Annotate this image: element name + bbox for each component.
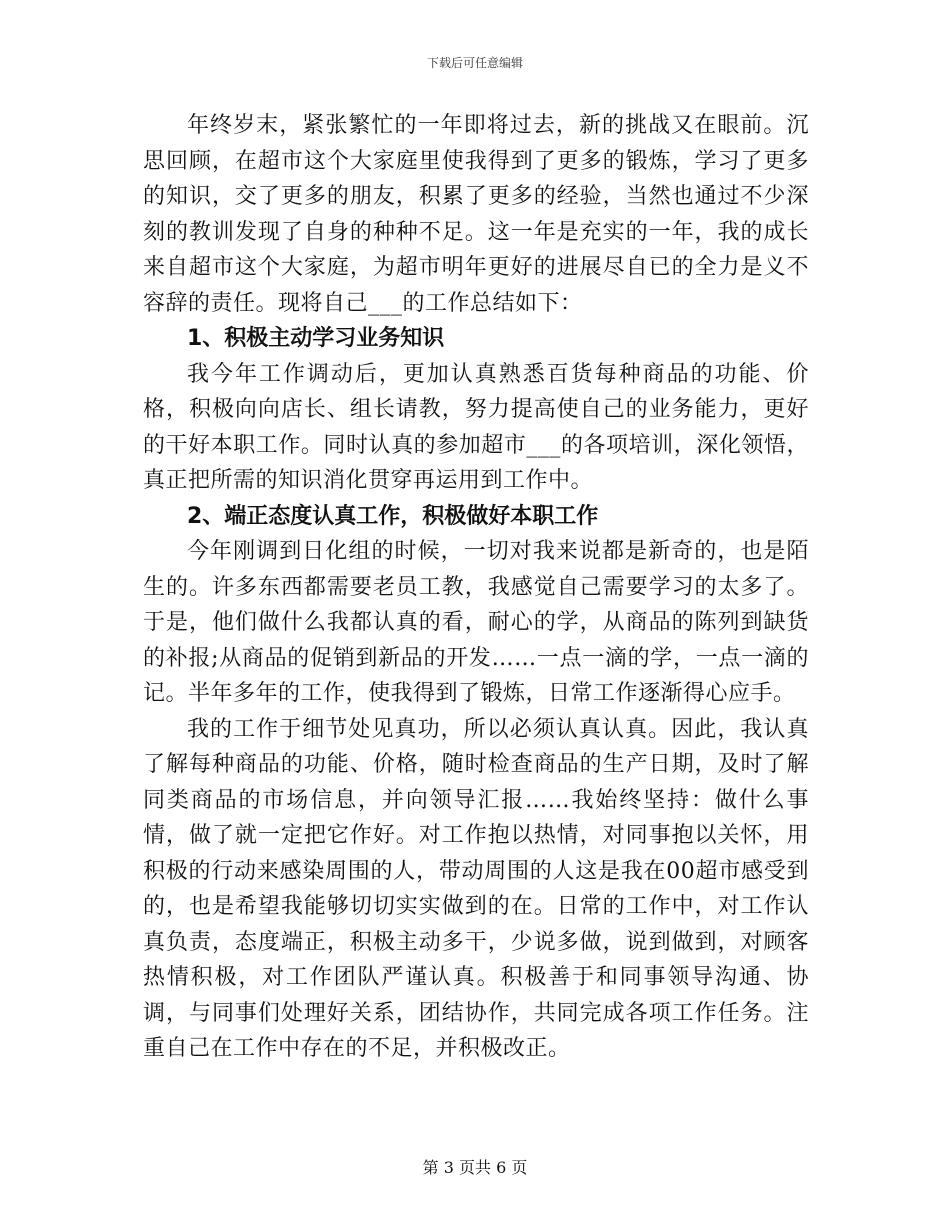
section-heading-1: 1、积极主动学习业务知识 [187, 326, 445, 351]
section-1-paragraph: 我今年工作调动后，更加认真熟悉百货每种商品的功能、价格，积极向向店长、组长请教，努力提高使自己的业务能力，更好的干好本职工作。同时认真的参加超市___的各项培训，深化领悟，真正把所需的知识消化贯穿再运用到工作中。 [143, 361, 809, 493]
intro-paragraph: 年终岁末，紧张繁忙的一年即将过去，新的挑战又在眼前。沉思回顾，在超市这个大家庭里使我得到了更多的锻炼，学习了更多的知识，交了更多的朋友，积累了更多的经验，当然也通过不少深刻的教训发现了自身的种种不足。这一年是充实的一年，我的成长来自超市这个大家庭，为超市明年更好的进展尽自已的全力是义不容辞的责任。现将自己___的工作总结如下： [143, 113, 809, 316]
section-heading-2: 2、端正态度认真工作，积极做好本职工作 [187, 503, 599, 529]
section-2-paragraph-1: 今年刚调到日化组的时候，一切对我来说都是新奇的，也是陌生的。许多东西都需要老员工教，我感觉自己需要学习的太多了。于是，他们做什么我都认真的看，耐心的学，从商品的陈列到缺货的补报;从商品的促销到新品的开发……一点一滴的学，一点一滴的记。半年多年的工作，使我得到了锻炼，日常工作逐渐得心应手。 [143, 539, 809, 706]
section-2-paragraph-2: 我的工作于细节处见真功，所以必须认真认真。因此，我认真了解每种商品的功能、价格，随时检查商品的生产日期，及时了解同类商品的市场信息，并向领导汇报……我始终坚持：做什么事情，做了就一定把它作好。对工作抱以热情，对同事抱以关怀，用积极的行动来感染周围的人，带动周围的人这是我在00超市感受到的，也是希望我能够切切实实做到的在。日常的工作中，对工作认真负责，态度端正，积极主动多干，少说多做，说到做到，对顾客热情积极，对工作团队严谨认真。积极善于和同事领导沟通、协调，与同事们处理好关系，团结协作，共同完成各项工作任务。注重自己在工作中存在的不足，并积极改正。 [143, 716, 809, 1061]
header-note: 下载后可任意编辑 [426, 56, 523, 70]
page-number: 第 3 页共 6 页 [422, 1158, 528, 1177]
document-body [143, 108, 809, 1067]
